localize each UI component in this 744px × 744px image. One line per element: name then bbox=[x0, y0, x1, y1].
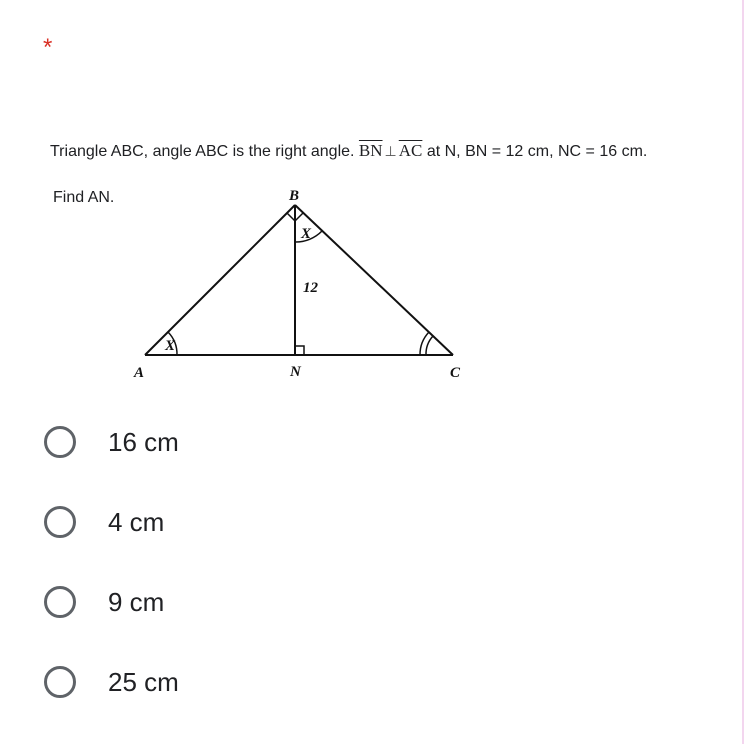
segment-ac: $\overline{AC}$ bbox=[398, 141, 423, 160]
label-c: C bbox=[450, 365, 461, 381]
segment-bn: $\overline{BN}$ bbox=[358, 141, 383, 160]
option-16cm[interactable] bbox=[44, 426, 179, 458]
label-a: A bbox=[134, 365, 145, 381]
perpendicular-symbol: ⊥ bbox=[384, 144, 397, 160]
required-asterisk: * bbox=[43, 34, 53, 61]
option-label: 4 cm bbox=[108, 506, 165, 537]
question-text-part2: at N, BN = 12 cm, NC = 16 cm. bbox=[426, 143, 648, 160]
option-4cm[interactable] bbox=[44, 506, 164, 538]
option-label: 16 cm bbox=[108, 426, 179, 457]
radio-button[interactable] bbox=[44, 586, 76, 618]
radio-button[interactable] bbox=[44, 506, 76, 538]
right-angle-mark-n bbox=[295, 346, 304, 355]
label-angle-x-b: X bbox=[301, 226, 312, 242]
angle-arc-c-inner bbox=[426, 336, 433, 355]
question-text bbox=[50, 141, 647, 161]
radio-button[interactable] bbox=[44, 426, 76, 458]
radio-button[interactable] bbox=[44, 666, 76, 698]
label-n: N bbox=[290, 364, 301, 380]
label-b: B bbox=[289, 188, 300, 204]
question-text-part1: Triangle ABC, angle ABC is the right angle. bbox=[50, 143, 355, 160]
option-25cm[interactable] bbox=[44, 666, 179, 698]
option-label: 25 cm bbox=[108, 666, 179, 697]
option-9cm[interactable] bbox=[44, 586, 164, 618]
label-bn-length: 12 bbox=[303, 280, 318, 296]
triangle-diagram bbox=[130, 182, 480, 387]
option-label: 9 cm bbox=[108, 586, 165, 617]
question-subtext: Find AN. bbox=[53, 189, 115, 206]
label-angle-x-a: X bbox=[165, 338, 176, 354]
